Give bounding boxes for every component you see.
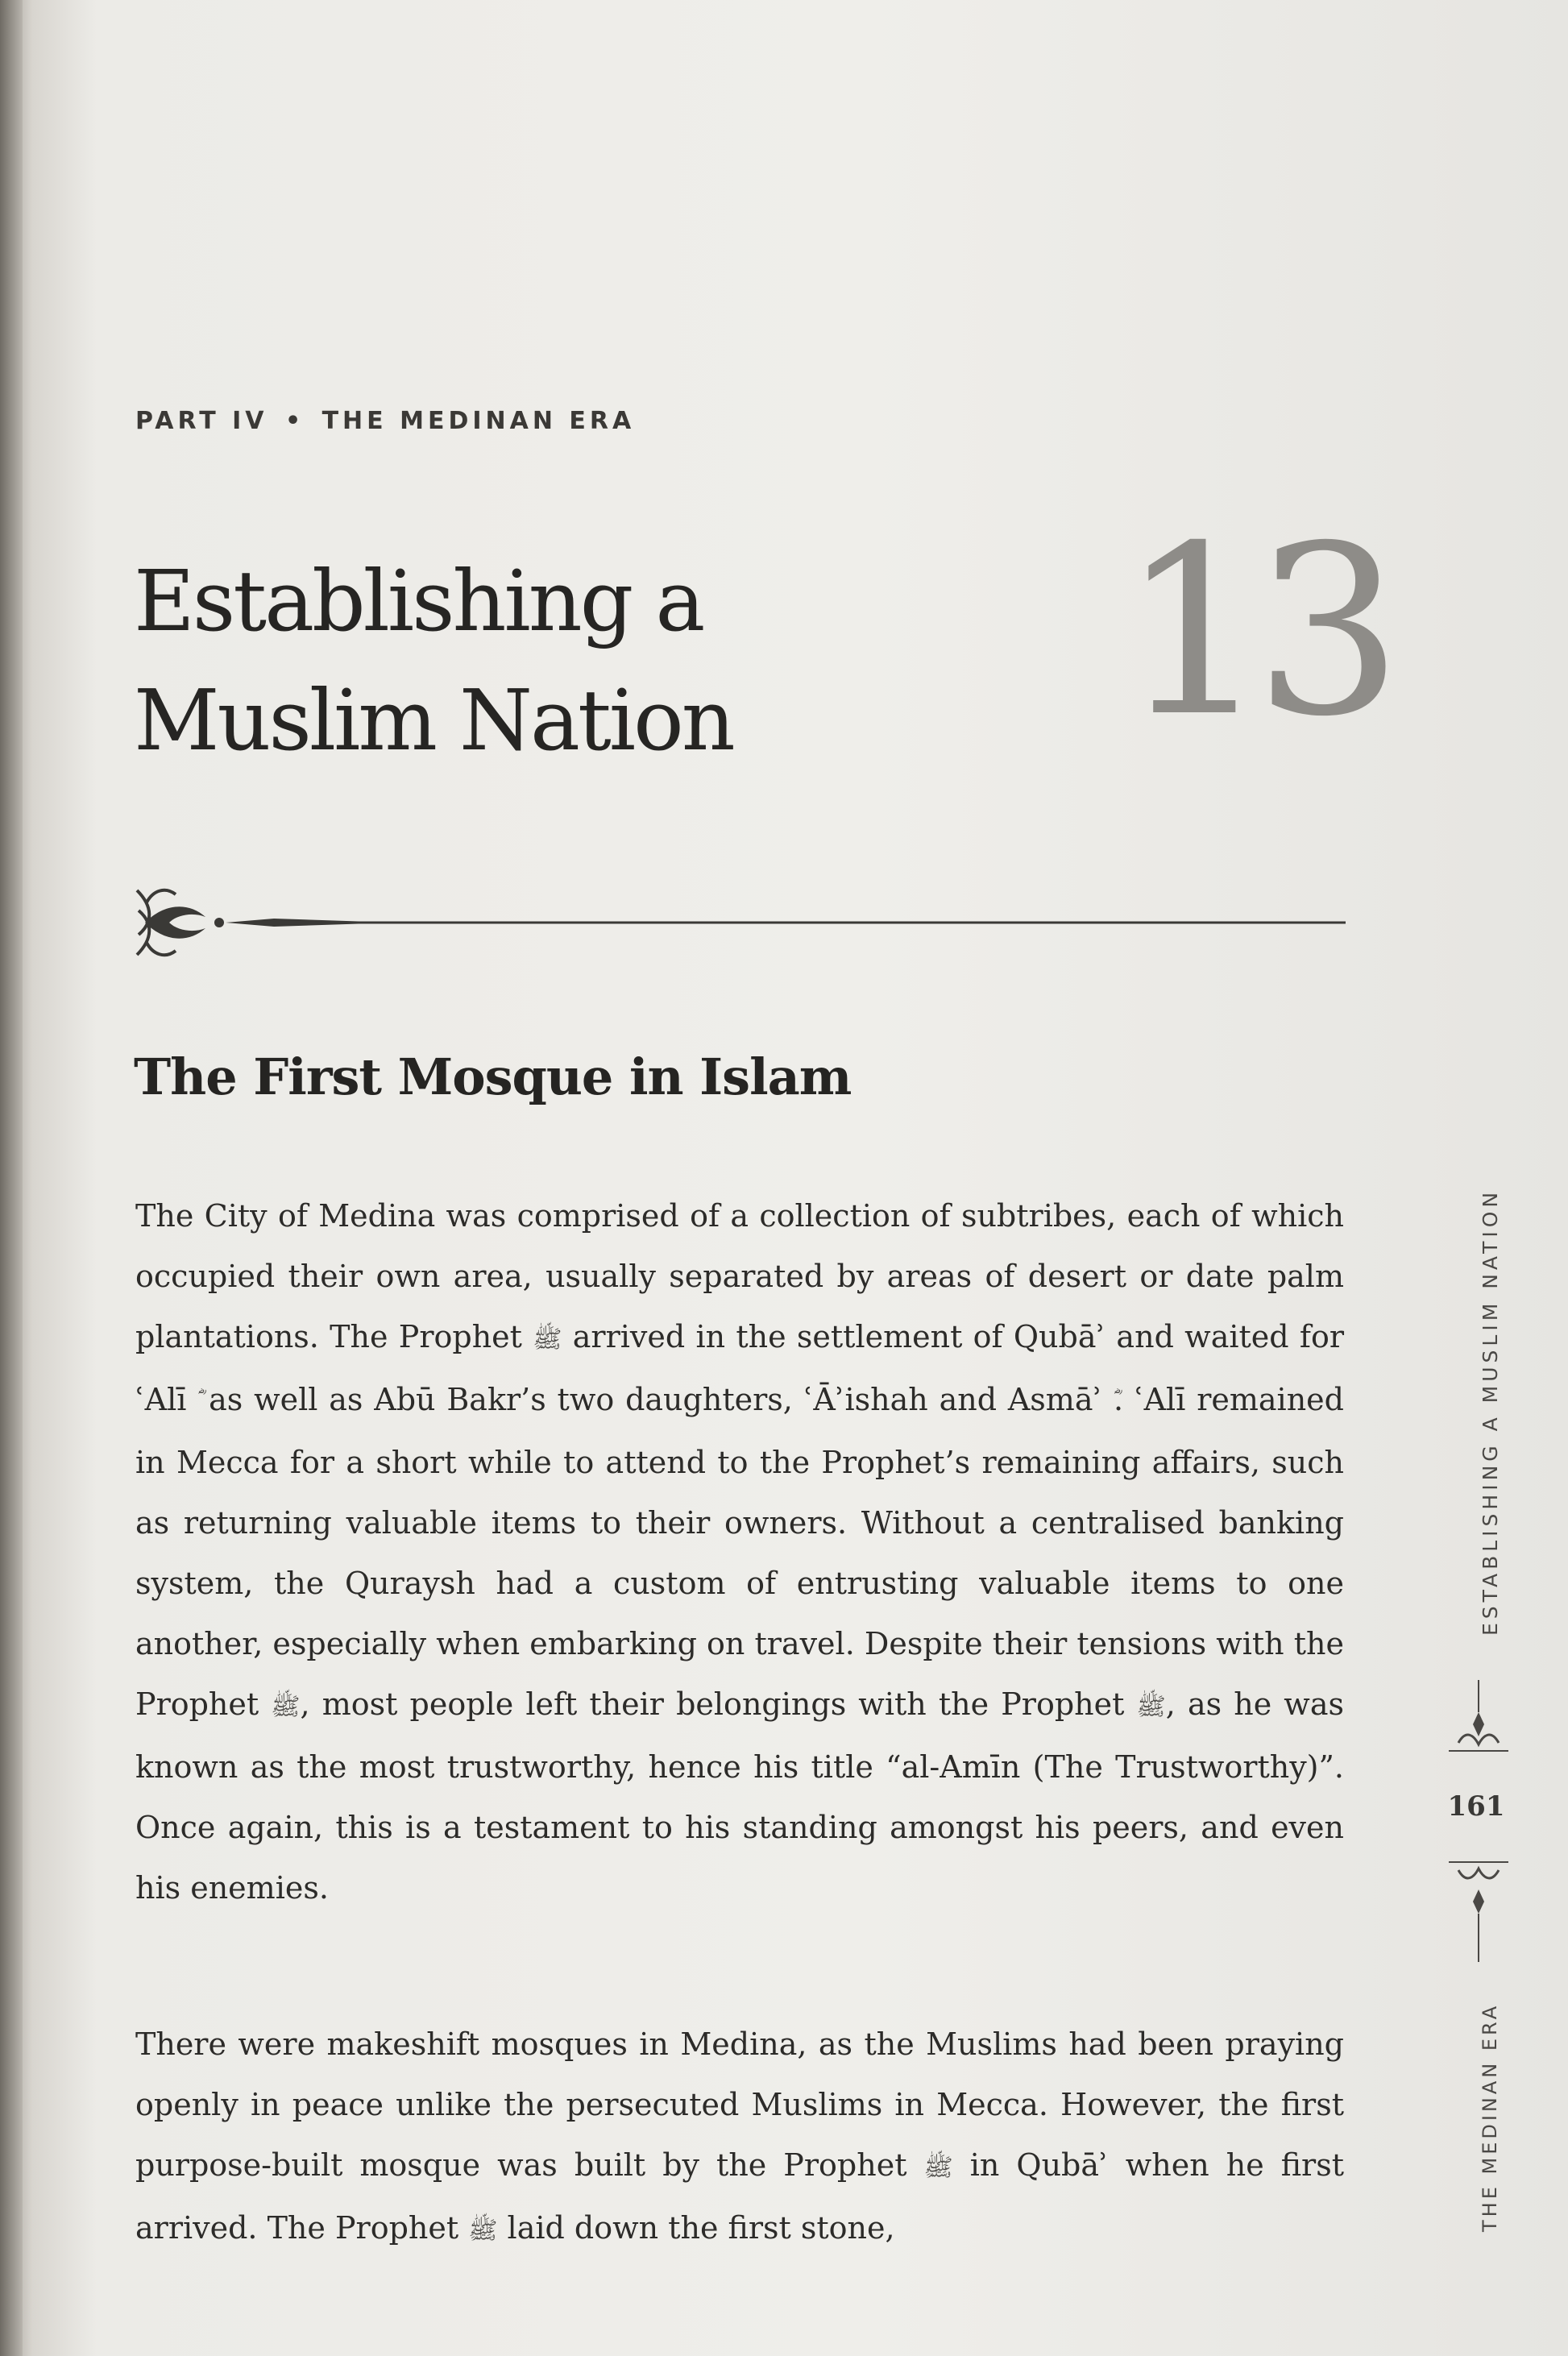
body-paragraph-2: [135, 2014, 1344, 2261]
body-paragraph-1: [135, 1186, 1344, 1918]
paragraph-1-segment-3: as well as Abū Bakr’s two daughters, ʿĀʾishah and Asmāʾ: [197, 1382, 1114, 1417]
honorific-pbuh-icon: ﷺ: [468, 2217, 498, 2245]
paragraph-2-segment-3: laid down the first stone,: [497, 2210, 895, 2246]
honorific-pbuh-icon: ﷺ: [271, 1693, 301, 1721]
running-foot-text: THE MEDINAN ERA: [1479, 2002, 1501, 2232]
chapter-title-line-1: Establishing a: [134, 552, 703, 650]
book-spine-shadow: [0, 0, 23, 2356]
section-heading: The First Mosque in Islam: [134, 1047, 852, 1106]
honorific-pbuh-icon: ﷺ: [1136, 1693, 1166, 1721]
paragraph-1-segment-4: . ʿAlī remained in Mecca for a short while to attend to the Prophet’s remaining affairs, such as returning valuable items to their owners. Without a centralised banking system, the Quraysh had a custom of entrusting valuable items to one another, especially when embarking on travel. Despite their tensions with the Prophet: [135, 1382, 1344, 1722]
paragraph-1-segment-2: arrived in the settlement of Qubāʾ and waited for ʿAlī: [135, 1319, 1344, 1417]
part-label: [135, 407, 635, 435]
running-head-text: ESTABLISHING A MUSLIM NATION: [1479, 1188, 1502, 1636]
honorific-pbuh-icon: ﷺ: [533, 1325, 562, 1354]
part-era: THE MEDINAN ERA: [321, 407, 636, 435]
chapter-title: [134, 541, 859, 780]
chapter-number: 13: [1120, 496, 1389, 768]
running-head: [1446, 1184, 1502, 1636]
page-ornament-bottom-icon: [1442, 1857, 1515, 1962]
chapter-title-line-2: Muslim Nation: [134, 671, 733, 769]
paragraph-1-segment-1: The City of Medina was comprised of a collection of subtribes, each of which occupied their own area, usually separated by areas of desert or date palm plantations. The Prophet: [135, 1198, 1344, 1354]
page-number: 161: [1447, 1790, 1505, 1823]
paragraph-1-segment-5: , most people left their belongings with the Prophet: [300, 1686, 1137, 1722]
page-ornament-top-icon: [1442, 1680, 1515, 1757]
paragraph-1-segment-6: , as he was known as the most trustworthy, hence his title “al-Amīn (The Trustworthy)”. Once again, this is a testament to his standing amongst his peers, and even his enemies.: [135, 1686, 1344, 1906]
paragraph-2-segment-2: in Qubāʾ when he first arrived. The Prophet: [135, 2147, 1344, 2246]
running-foot: [1446, 1990, 1501, 2232]
part-number: PART IV: [135, 407, 268, 435]
part-separator: •: [284, 407, 305, 435]
paragraph-2-segment-1: There were makeshift mosques in Medina, as the Muslims had been praying openly in peace unlike the persecuted Muslims in Mecca. However, the first purpose-built mosque was built by the Prophet: [135, 2026, 1344, 2183]
honorific-pbuh-icon: ﷺ: [923, 2154, 953, 2182]
flourish-divider-icon: [129, 870, 1354, 975]
